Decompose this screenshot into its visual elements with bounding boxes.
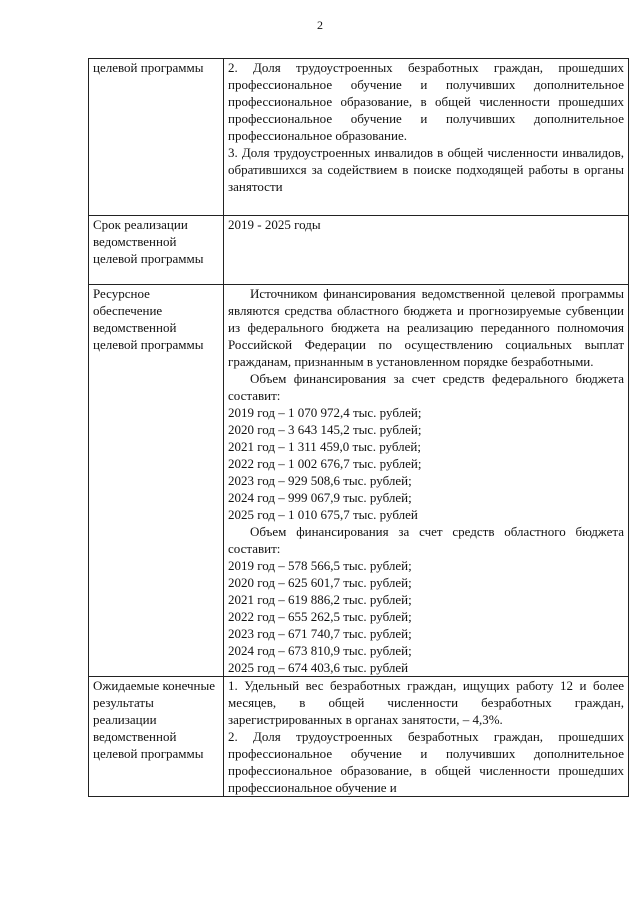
- row-label: Ожидаемые конечные результаты реализации ведомственной целевой программы: [89, 677, 224, 797]
- term-value: 2019 - 2025 годы: [228, 217, 321, 232]
- row-label: целевой программы: [89, 59, 224, 216]
- funding-line: 2019 год – 1 070 972,4 тыс. рублей;: [228, 405, 422, 420]
- funding-line: 2023 год – 929 508,6 тыс. рублей;: [228, 473, 412, 488]
- funding-line: 2019 год – 578 566,5 тыс. рублей;: [228, 558, 412, 573]
- row-label: Ресурсное обеспечение ведомственной целевой программы: [89, 285, 224, 677]
- page-number: 2: [317, 18, 323, 32]
- table-row-results: [89, 677, 629, 797]
- funding-line: 2022 год – 1 002 676,7 тыс. рублей;: [228, 456, 422, 471]
- row-content: [224, 59, 629, 216]
- row-content: [224, 677, 629, 797]
- row-content: [224, 216, 629, 285]
- funding-line: 2025 год – 1 010 675,7 тыс. рублей: [228, 507, 418, 522]
- regional-funding-heading: Объем финансирования за счет средств областного бюджета составит:: [228, 524, 624, 556]
- funding-line: 2020 год – 3 643 145,2 тыс. рублей;: [228, 422, 422, 437]
- funding-line: 2024 год – 999 067,9 тыс. рублей;: [228, 490, 412, 505]
- indicator-paragraph: 3. Доля трудоустроенных инвалидов в общей численности инвалидов, обратившихся за содействием в поиске подходящей работы в органы занятости: [228, 145, 624, 194]
- table-row-indicators: [89, 59, 629, 216]
- row-content: [224, 285, 629, 677]
- federal-funding-heading: Объем финансирования за счет средств федерального бюджета составит:: [228, 371, 624, 403]
- funding-intro: Источником финансирования ведомственной целевой программы являются средства областного бюджета и прогнозируемые субвенции из федерального бюджета на реализацию переданного полномочия Российской Федерации по осуществлению социальных выплат гражданам, признанным в установленном порядке безработными.: [228, 286, 624, 369]
- result-paragraph: 1. Удельный вес безработных граждан, ищущих работу 12 и более месяцев, в общей численности безработных граждан, зарегистрированных в органах занятости, – 4,3%.: [228, 678, 624, 727]
- table-row-term: [89, 216, 629, 285]
- funding-line: 2020 год – 625 601,7 тыс. рублей;: [228, 575, 412, 590]
- row-label: Срок реализации ведомственной целевой программы: [89, 216, 224, 285]
- funding-line: 2024 год – 673 810,9 тыс. рублей;: [228, 643, 412, 658]
- result-paragraph: 2. Доля трудоустроенных безработных граждан, прошедших профессиональное обучение и получивших дополнительное профессиональное образование, в общей численности прошедших профессиональное обучение и: [228, 729, 624, 795]
- indicator-paragraph: 2. Доля трудоустроенных безработных граждан, прошедших профессиональное обучение и получивших дополнительное профессиональное образование, в общей численности прошедших профессиональное обучение и получивших дополнительное профессиональное образование.: [228, 60, 624, 143]
- program-passport-table: [88, 58, 629, 797]
- table-row-funding: [89, 285, 629, 677]
- funding-line: 2021 год – 619 886,2 тыс. рублей;: [228, 592, 412, 607]
- funding-line: 2021 год – 1 311 459,0 тыс. рублей;: [228, 439, 421, 454]
- funding-line: 2022 год – 655 262,5 тыс. рублей;: [228, 609, 412, 624]
- funding-line: 2025 год – 674 403,6 тыс. рублей: [228, 660, 409, 675]
- funding-line: 2023 год – 671 740,7 тыс. рублей;: [228, 626, 412, 641]
